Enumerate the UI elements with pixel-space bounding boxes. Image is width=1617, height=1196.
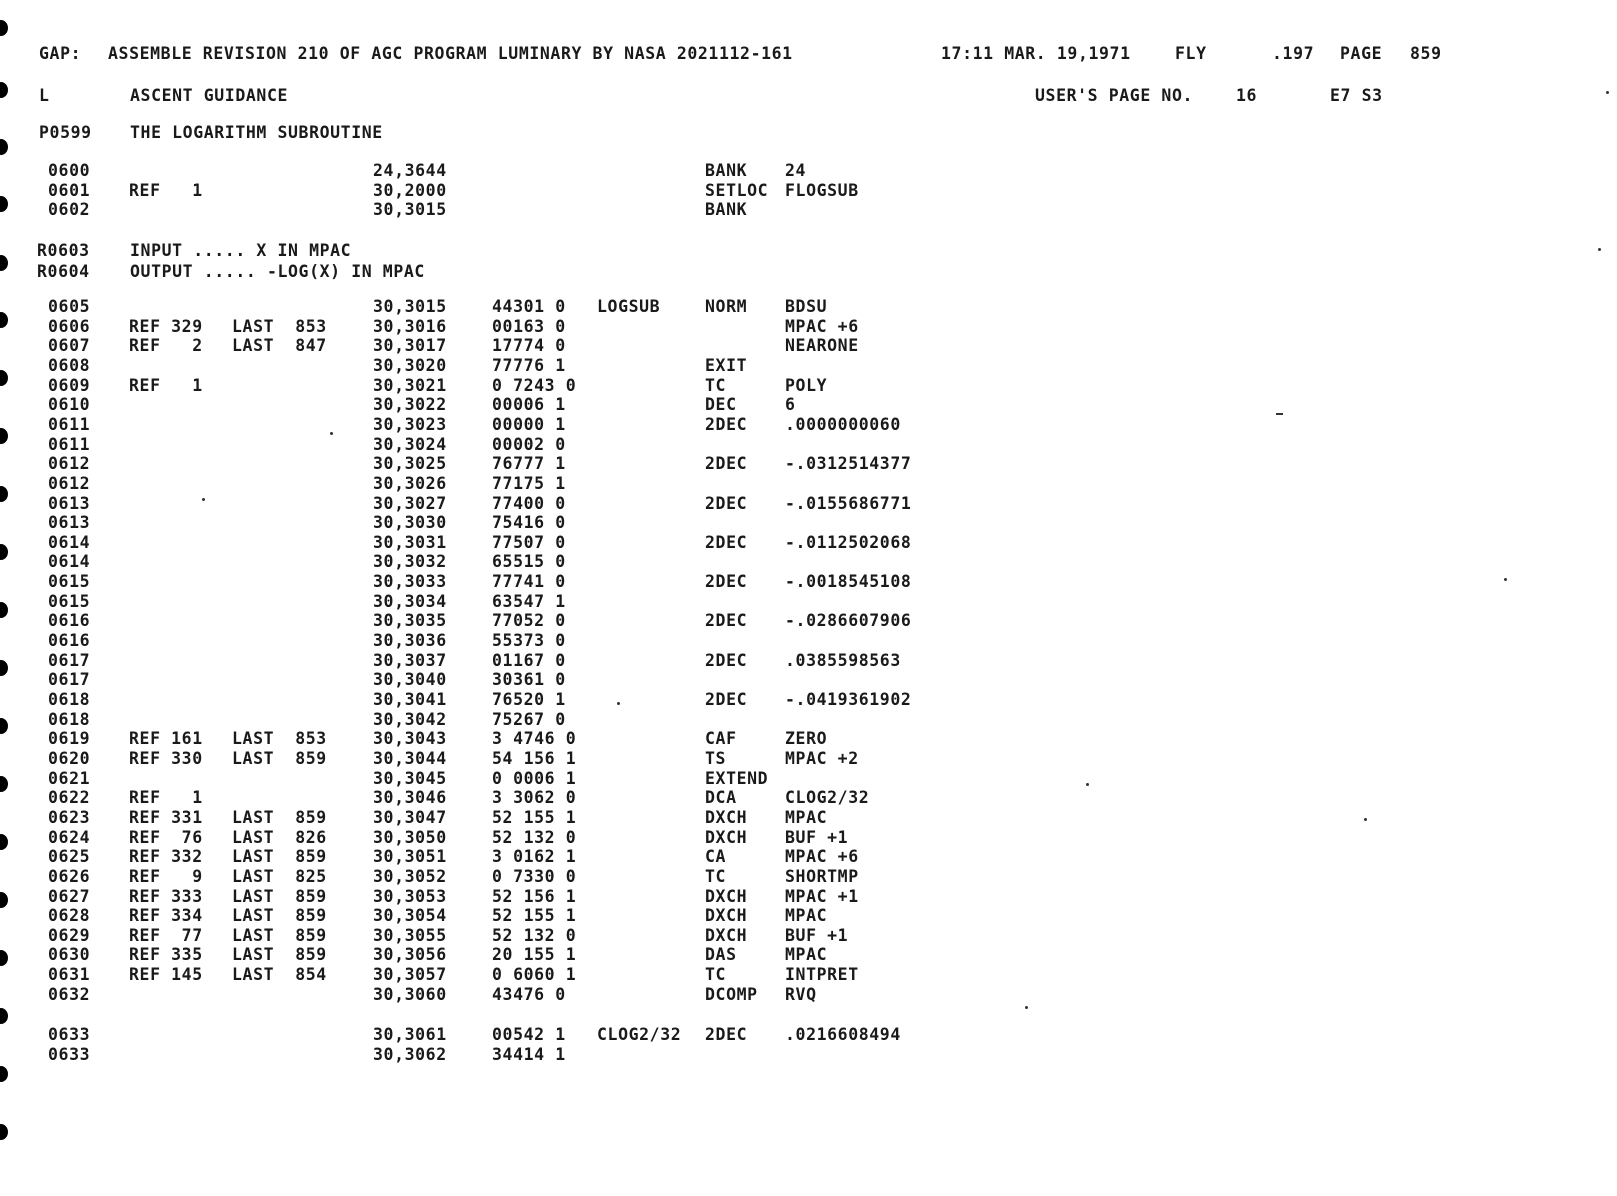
- listing-row: [0, 297, 1617, 317]
- address: 30,3041: [373, 690, 447, 709]
- listing-row: [0, 631, 1617, 651]
- remark-number: R0603: [37, 241, 90, 260]
- opcode: BANK: [705, 200, 748, 220]
- listing-row: [0, 435, 1617, 455]
- address: 30,3017: [373, 336, 447, 356]
- line-number: 0620: [48, 748, 91, 768]
- ref-count: REF 76: [129, 827, 203, 847]
- listing-row: [0, 336, 1617, 356]
- octal-word: 44301 0: [492, 297, 566, 316]
- listing-row: [0, 729, 1617, 749]
- line-number: 0611: [48, 434, 91, 454]
- header-page-label: PAGE: [1340, 44, 1383, 63]
- opcode: 2DEC: [705, 650, 748, 670]
- ref-count: REF 334: [129, 906, 203, 926]
- address: 30,3057: [373, 965, 447, 985]
- octal-word: 75267 0: [492, 709, 566, 729]
- octal-word: 52 156 1: [492, 886, 577, 906]
- line-number: 0601: [48, 180, 91, 200]
- listing-row: [0, 494, 1617, 514]
- listing-row: [0, 572, 1617, 592]
- listing-row: [0, 828, 1617, 848]
- operand: BDSU: [785, 297, 828, 316]
- address: 30,3035: [373, 611, 447, 631]
- ref-count: REF 1: [129, 180, 203, 200]
- octal-word: 30361 0: [492, 670, 566, 690]
- octal-word: 52 155 1: [492, 906, 577, 926]
- octal-word: 52 132 0: [492, 925, 577, 945]
- sprocket-hole: [0, 139, 8, 155]
- operand: -.0312514377: [785, 454, 912, 474]
- operand: -.0018545108: [785, 572, 912, 592]
- operand: MPAC +1: [785, 886, 859, 906]
- operand: MPAC: [785, 945, 828, 965]
- octal-word: 52 132 0: [492, 827, 577, 847]
- opcode: DAS: [705, 945, 737, 965]
- line-number: 0617: [48, 670, 91, 690]
- line-number: 0633: [48, 1044, 91, 1064]
- listing-flag: L: [39, 86, 50, 105]
- operand: MPAC: [785, 807, 828, 827]
- ref-count: REF 335: [129, 945, 203, 965]
- address: 30,3023: [373, 414, 447, 434]
- listing-row: [0, 769, 1617, 789]
- symbol-label: LOGSUB: [597, 297, 661, 316]
- address: 30,2000: [373, 180, 447, 200]
- line-number: 0613: [48, 513, 91, 533]
- line-number: 0608: [48, 355, 91, 375]
- address: 30,3055: [373, 925, 447, 945]
- users-page-label: USER'S PAGE NO.: [1035, 86, 1194, 105]
- last-page: LAST 853: [232, 729, 327, 749]
- listing-row: [0, 395, 1617, 415]
- address: 30,3031: [373, 532, 447, 552]
- octal-word: 77776 1: [492, 355, 566, 375]
- octal-word: 54 156 1: [492, 748, 577, 768]
- header-num: .197: [1272, 44, 1315, 63]
- line-number: 0610: [48, 395, 91, 415]
- octal-word: 00542 1: [492, 1025, 566, 1044]
- opcode: DXCH: [705, 886, 748, 906]
- listing-row: [0, 181, 1617, 201]
- address: 30,3020: [373, 355, 447, 375]
- operand: SHORTMP: [785, 866, 859, 886]
- last-page: LAST 859: [232, 748, 327, 768]
- address: 30,3062: [373, 1044, 447, 1064]
- address: 30,3015: [373, 297, 447, 316]
- operand: INTPRET: [785, 965, 859, 985]
- operand: MPAC: [785, 906, 828, 926]
- operand: CLOG2/32: [785, 788, 870, 808]
- listing-row: [0, 670, 1617, 690]
- line-number: 0633: [48, 1025, 91, 1044]
- line-number: 0622: [48, 788, 91, 808]
- operand: NEARONE: [785, 336, 859, 356]
- octal-word: 55373 0: [492, 631, 566, 651]
- line-number: 0611: [48, 414, 91, 434]
- listing-row: [0, 651, 1617, 671]
- address: 30,3051: [373, 847, 447, 867]
- line-number: 0625: [48, 847, 91, 867]
- last-page: LAST 826: [232, 827, 327, 847]
- listing-row: [0, 788, 1617, 808]
- opcode: NORM: [705, 297, 748, 316]
- sprocket-hole: [0, 1008, 8, 1024]
- opcode: 2DEC: [705, 454, 748, 474]
- line-number: 0630: [48, 945, 91, 965]
- listing-row: [0, 985, 1617, 1005]
- last-page: LAST 859: [232, 847, 327, 867]
- octal-word: 17774 0: [492, 336, 566, 356]
- octal-word: 77507 0: [492, 532, 566, 552]
- sprocket-hole: [0, 1124, 8, 1140]
- octal-word: 34414 1: [492, 1044, 566, 1064]
- listing-row: [0, 356, 1617, 376]
- scan-speck: [1606, 91, 1609, 94]
- address: 30,3032: [373, 552, 447, 572]
- line-number: 0613: [48, 493, 91, 513]
- ref-count: REF 9: [129, 866, 203, 886]
- opcode: EXIT: [705, 355, 748, 375]
- listing-row: [0, 161, 1617, 181]
- last-page: LAST 859: [232, 807, 327, 827]
- address: 30,3034: [373, 591, 447, 611]
- opcode: SETLOC: [705, 180, 769, 200]
- listing-row: [0, 965, 1617, 985]
- listing-row: [0, 906, 1617, 926]
- sprocket-hole: [0, 82, 8, 98]
- listing-row: [0, 1045, 1617, 1065]
- line-number: 0624: [48, 827, 91, 847]
- line-number: 0626: [48, 866, 91, 886]
- address: 30,3045: [373, 768, 447, 788]
- address: 30,3033: [373, 572, 447, 592]
- ref-count: REF 1: [129, 788, 203, 808]
- ref-count: REF 1: [129, 375, 203, 395]
- octal-word: 3 0162 1: [492, 847, 577, 867]
- address: 30,3047: [373, 807, 447, 827]
- line-number: 0609: [48, 375, 91, 395]
- header-page-number: 859: [1410, 44, 1442, 63]
- header-timestamp: 17:11 MAR. 19,1971: [941, 44, 1131, 63]
- listing-row: [0, 200, 1617, 220]
- address: 30,3042: [373, 709, 447, 729]
- listing-row: [0, 454, 1617, 474]
- line-number: 0615: [48, 591, 91, 611]
- operand: 24: [785, 161, 807, 180]
- opcode: CA: [705, 847, 727, 867]
- sprocket-hole: [0, 1066, 8, 1082]
- octal-word: 00002 0: [492, 434, 566, 454]
- listing-row: [0, 611, 1617, 631]
- octal-word: 0 6060 1: [492, 965, 577, 985]
- octal-word: 77741 0: [492, 572, 566, 592]
- octal-word: 00000 1: [492, 414, 566, 434]
- line-number: 0612: [48, 473, 91, 493]
- opcode: 2DEC: [705, 611, 748, 631]
- last-page: LAST 859: [232, 906, 327, 926]
- octal-word: 75416 0: [492, 513, 566, 533]
- address: 30,3015: [373, 200, 447, 220]
- address: 24,3644: [373, 161, 447, 180]
- opcode: EXTEND: [705, 768, 769, 788]
- line-number: 0615: [48, 572, 91, 592]
- address: 30,3024: [373, 434, 447, 454]
- opcode: CAF: [705, 729, 737, 749]
- octal-word: 0 0006 1: [492, 768, 577, 788]
- octal-word: 3 4746 0: [492, 729, 577, 749]
- ref-count: REF 145: [129, 965, 203, 985]
- operand: RVQ: [785, 984, 817, 1004]
- address: 30,3052: [373, 866, 447, 886]
- operand: MPAC +6: [785, 316, 859, 336]
- last-page: LAST 825: [232, 866, 327, 886]
- listing-row: [0, 552, 1617, 572]
- listing-row: [0, 592, 1617, 612]
- header-fly: FLY: [1175, 44, 1207, 63]
- scan-speck: [1025, 1006, 1028, 1009]
- listing-row: [0, 926, 1617, 946]
- line-number: 0616: [48, 611, 91, 631]
- line-number: 0618: [48, 690, 91, 709]
- line-number: 0606: [48, 316, 91, 336]
- remark-number: R0604: [37, 262, 90, 281]
- opcode: 2DEC: [705, 572, 748, 592]
- listing-row: [0, 376, 1617, 396]
- opcode: DXCH: [705, 827, 748, 847]
- opcode: 2DEC: [705, 1025, 748, 1044]
- opcode: DEC: [705, 395, 737, 415]
- line-number: 0623: [48, 807, 91, 827]
- operand: -.0286607906: [785, 611, 912, 631]
- listing-row: [0, 887, 1617, 907]
- line-number: 0600: [48, 161, 91, 180]
- octal-word: 77175 1: [492, 473, 566, 493]
- listing-row: [0, 1025, 1617, 1045]
- octal-word: 0 7243 0: [492, 375, 577, 395]
- opcode: DXCH: [705, 906, 748, 926]
- operand: MPAC +2: [785, 748, 859, 768]
- octal-word: 00006 1: [492, 395, 566, 415]
- address: 30,3053: [373, 886, 447, 906]
- scan-speck: [1598, 248, 1601, 251]
- users-page-number: 16: [1236, 86, 1258, 105]
- ref-count: REF 333: [129, 886, 203, 906]
- ref-count: REF 2: [129, 336, 203, 356]
- line-number: 0627: [48, 886, 91, 906]
- line-number: 0614: [48, 532, 91, 552]
- address: 30,3050: [373, 827, 447, 847]
- line-number: 0629: [48, 925, 91, 945]
- address: 30,3026: [373, 473, 447, 493]
- ref-count: REF 330: [129, 748, 203, 768]
- operand: -.0419361902: [785, 690, 912, 709]
- operand: BUF +1: [785, 827, 849, 847]
- line-number: 0612: [48, 454, 91, 474]
- octal-word: 65515 0: [492, 552, 566, 572]
- address: 30,3016: [373, 316, 447, 336]
- octal-word: 76520 1: [492, 690, 566, 709]
- listing-row: [0, 317, 1617, 337]
- sprocket-hole: [0, 255, 8, 271]
- operand: -.0155686771: [785, 493, 912, 513]
- address: 30,3054: [373, 906, 447, 926]
- address: 30,3056: [373, 945, 447, 965]
- opcode: DCOMP: [705, 984, 758, 1004]
- operand: MPAC +6: [785, 847, 859, 867]
- octal-word: 77400 0: [492, 493, 566, 513]
- listing-row: [0, 867, 1617, 887]
- opcode: 2DEC: [705, 414, 748, 434]
- address: 30,3021: [373, 375, 447, 395]
- address: 30,3060: [373, 984, 447, 1004]
- opcode: TC: [705, 965, 727, 985]
- operand: 6: [785, 395, 796, 415]
- sprocket-hole: [0, 20, 8, 36]
- address: 30,3061: [373, 1025, 447, 1044]
- last-page: LAST 859: [232, 945, 327, 965]
- opcode: 2DEC: [705, 532, 748, 552]
- address: 30,3022: [373, 395, 447, 415]
- address: 30,3025: [373, 454, 447, 474]
- last-page: LAST 859: [232, 925, 327, 945]
- operand: POLY: [785, 375, 828, 395]
- address: 30,3043: [373, 729, 447, 749]
- address: 30,3030: [373, 513, 447, 533]
- listing-row: [0, 690, 1617, 710]
- address: 30,3036: [373, 631, 447, 651]
- section-code: E7 S3: [1330, 86, 1383, 105]
- operand: .0385598563: [785, 650, 901, 670]
- address: 30,3040: [373, 670, 447, 690]
- opcode: 2DEC: [705, 493, 748, 513]
- line-number: 0607: [48, 336, 91, 356]
- octal-word: 77052 0: [492, 611, 566, 631]
- remark-text: INPUT ..... X IN MPAC: [130, 241, 352, 260]
- ref-count: REF 331: [129, 807, 203, 827]
- listing-row: [0, 415, 1617, 435]
- octal-word: 63547 1: [492, 591, 566, 611]
- line-number: 0616: [48, 631, 91, 651]
- address: 30,3046: [373, 788, 447, 808]
- octal-word: 0 7330 0: [492, 866, 577, 886]
- listing-row: [0, 945, 1617, 965]
- line-number: 0614: [48, 552, 91, 572]
- line-number: 0605: [48, 297, 91, 316]
- last-page: LAST 853: [232, 316, 327, 336]
- opcode: TC: [705, 866, 727, 886]
- last-page: LAST 847: [232, 336, 327, 356]
- octal-word: 20 155 1: [492, 945, 577, 965]
- line-number: 0602: [48, 200, 91, 220]
- line-number: 0621: [48, 768, 91, 788]
- opcode: TS: [705, 748, 727, 768]
- listing-row: [0, 749, 1617, 769]
- remark-text: OUTPUT ..... -LOG(X) IN MPAC: [130, 262, 425, 281]
- operand: -.0112502068: [785, 532, 912, 552]
- line-number: 0617: [48, 650, 91, 670]
- address: 30,3027: [373, 493, 447, 513]
- address: 30,3037: [373, 650, 447, 670]
- gap-label: GAP:: [39, 44, 82, 63]
- opcode: TC: [705, 375, 727, 395]
- listing-row: [0, 533, 1617, 553]
- line-number: 0628: [48, 906, 91, 926]
- octal-word: 00163 0: [492, 316, 566, 336]
- ref-count: REF 77: [129, 925, 203, 945]
- opcode: BANK: [705, 161, 748, 180]
- opcode: DXCH: [705, 925, 748, 945]
- section-title: ASCENT GUIDANCE: [130, 86, 289, 105]
- operand: BUF +1: [785, 925, 849, 945]
- last-page: LAST 859: [232, 886, 327, 906]
- operand: .0216608494: [785, 1025, 901, 1044]
- address: 30,3044: [373, 748, 447, 768]
- octal-word: 76777 1: [492, 454, 566, 474]
- line-number: 0631: [48, 965, 91, 985]
- listing-row: [0, 474, 1617, 494]
- operand: ZERO: [785, 729, 828, 749]
- symbol-label: CLOG2/32: [597, 1025, 682, 1044]
- line-number: P0599: [39, 123, 92, 142]
- listing-row: [0, 710, 1617, 730]
- line-number: 0618: [48, 709, 91, 729]
- listing-row: [0, 513, 1617, 533]
- ref-count: REF 332: [129, 847, 203, 867]
- ref-count: REF 329: [129, 316, 203, 336]
- header-title: ASSEMBLE REVISION 210 OF AGC PROGRAM LUMINARY BY NASA 2021112-161: [108, 44, 793, 63]
- operand: FLOGSUB: [785, 180, 859, 200]
- subroutine-title: THE LOGARITHM SUBROUTINE: [130, 123, 383, 142]
- opcode: DCA: [705, 788, 737, 808]
- listing-row: [0, 808, 1617, 828]
- line-number: 0632: [48, 984, 91, 1004]
- octal-word: 43476 0: [492, 984, 566, 1004]
- listing-row: [0, 847, 1617, 867]
- operand: .0000000060: [785, 414, 901, 434]
- octal-word: 3 3062 0: [492, 788, 577, 808]
- line-number: 0619: [48, 729, 91, 749]
- opcode: 2DEC: [705, 690, 748, 709]
- octal-word: 01167 0: [492, 650, 566, 670]
- opcode: DXCH: [705, 807, 748, 827]
- last-page: LAST 854: [232, 965, 327, 985]
- octal-word: 52 155 1: [492, 807, 577, 827]
- ref-count: REF 161: [129, 729, 203, 749]
